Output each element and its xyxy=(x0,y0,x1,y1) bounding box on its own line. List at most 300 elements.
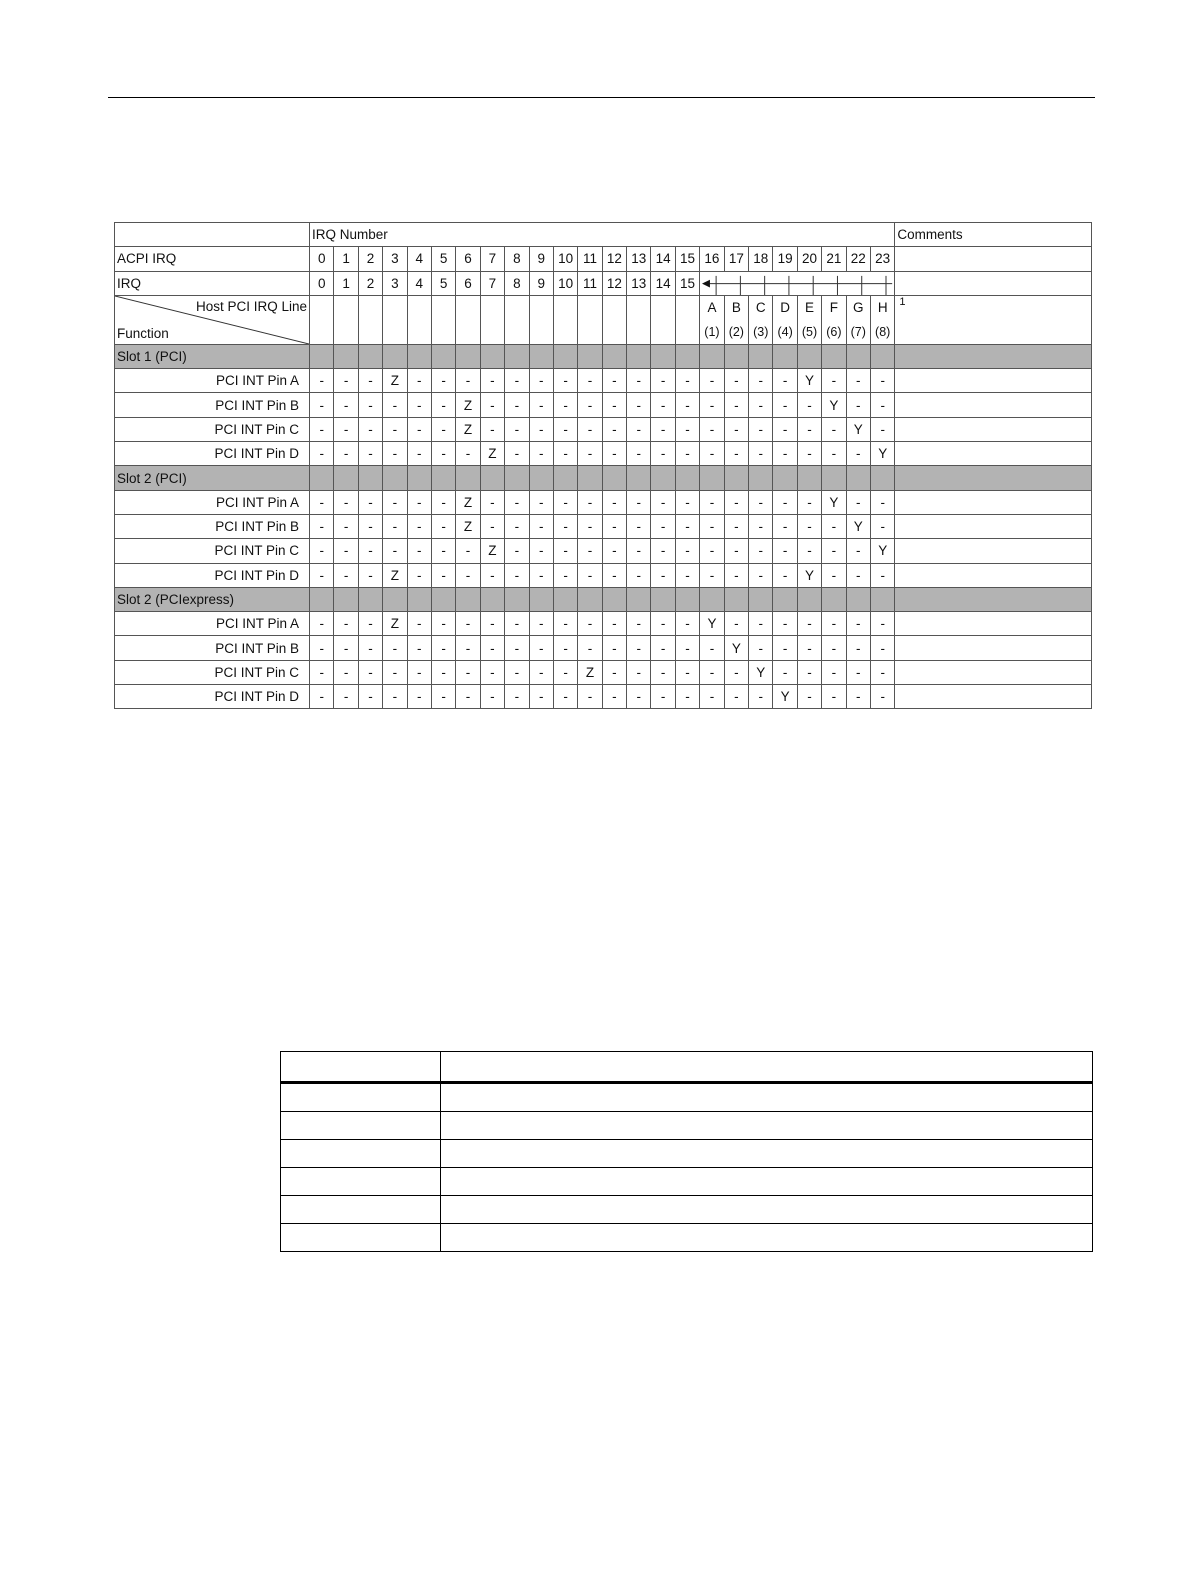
irq-mapping-cell: - xyxy=(724,539,748,563)
irq-mapping-cell: - xyxy=(797,514,821,538)
slot-fill-cell xyxy=(675,587,699,611)
slot-fill-cell xyxy=(553,466,577,490)
irq-mapping-cell: - xyxy=(529,514,553,538)
irq-mapping-cell: - xyxy=(822,417,846,441)
irq-mapping-cell: - xyxy=(822,685,846,709)
irq-mapping-cell: - xyxy=(407,514,431,538)
irq-mapping-cell: - xyxy=(724,612,748,636)
slot-header-row xyxy=(115,587,1092,611)
irq-mapping-cell: Z xyxy=(383,612,407,636)
irq-mapping-cell: - xyxy=(675,563,699,587)
slot-fill-cell xyxy=(505,587,529,611)
legend-cell xyxy=(441,1224,1093,1252)
irq-mapping-cell: - xyxy=(578,539,602,563)
irq-mapping-cell: - xyxy=(797,417,821,441)
irq-mapping-cell: - xyxy=(651,660,675,684)
acpi-irq-value: 10 xyxy=(553,247,577,271)
irq-mapping-cell: - xyxy=(749,490,773,514)
slot-fill-cell xyxy=(895,344,1091,368)
irq-value: 10 xyxy=(553,271,577,295)
slot-fill-cell xyxy=(529,466,553,490)
slot-fill-cell xyxy=(895,466,1091,490)
irq-mapping-cell: - xyxy=(773,612,797,636)
irq-mapping-cell: - xyxy=(431,660,455,684)
slot-header-row xyxy=(115,344,1092,368)
acpi-irq-value: 22 xyxy=(846,247,870,271)
legend-row xyxy=(281,1140,1093,1168)
irq-mapping-cell: - xyxy=(846,563,870,587)
irq-mapping-cell: Y xyxy=(846,514,870,538)
irq-mapping-cell: - xyxy=(358,417,382,441)
irq-mapping-cell: - xyxy=(456,660,480,684)
irq-mapping-cell: - xyxy=(773,442,797,466)
irq-value: 0 xyxy=(310,271,334,295)
irq-mapping-cell: - xyxy=(602,490,626,514)
irq-mapping-cell: - xyxy=(700,393,724,417)
host-line-number: (1) xyxy=(704,324,720,339)
host-line-cell xyxy=(724,295,748,344)
irq-mapping-cell: Z xyxy=(456,417,480,441)
slot-fill-cell xyxy=(602,344,626,368)
pin-label: PCI INT Pin A xyxy=(115,490,310,514)
acpi-irq-value: 4 xyxy=(407,247,431,271)
irq-value: 14 xyxy=(651,271,675,295)
irq-mapping-cell: - xyxy=(407,442,431,466)
legend-cell xyxy=(441,1196,1093,1224)
irq-mapping-cell: - xyxy=(651,514,675,538)
irq-mapping-cell: Y xyxy=(749,660,773,684)
irq-mapping-cell: - xyxy=(505,539,529,563)
irq-mapping-cell: - xyxy=(627,539,651,563)
irq-mapping-cell: - xyxy=(627,490,651,514)
acpi-irq-value: 6 xyxy=(456,247,480,271)
legend-cell xyxy=(281,1112,441,1140)
slot-fill-cell xyxy=(480,587,504,611)
irq-mapping-cell: - xyxy=(407,685,431,709)
comment-cell xyxy=(895,271,1091,295)
irq-mapping-cell: - xyxy=(627,685,651,709)
irq-mapping-cell: - xyxy=(724,685,748,709)
irq-mapping-cell: - xyxy=(505,563,529,587)
irq-mapping-cell: - xyxy=(407,636,431,660)
irq-mapping-cell: - xyxy=(675,490,699,514)
irq-mapping-cell: - xyxy=(627,417,651,441)
slot-fill-cell xyxy=(310,587,334,611)
irq-mapping-cell: - xyxy=(431,685,455,709)
irq-row xyxy=(115,271,1092,295)
irq-mapping-cell: Z xyxy=(383,563,407,587)
slot-fill-cell xyxy=(602,466,626,490)
irq-mapping-cell: - xyxy=(529,660,553,684)
empty-cell xyxy=(310,295,334,344)
slot-header-row xyxy=(115,466,1092,490)
routing-arrow-icon xyxy=(700,272,894,295)
pin-label: PCI INT Pin B xyxy=(115,514,310,538)
irq-mapping-cell: - xyxy=(431,417,455,441)
irq-assignment-table xyxy=(114,222,1092,709)
acpi-irq-value: 14 xyxy=(651,247,675,271)
irq-mapping-cell: - xyxy=(700,660,724,684)
irq-mapping-cell: - xyxy=(870,393,894,417)
irq-mapping-cell: - xyxy=(651,685,675,709)
slot-fill-cell xyxy=(480,466,504,490)
irq-mapping-cell: - xyxy=(870,417,894,441)
irq-mapping-cell: - xyxy=(822,636,846,660)
comment-cell xyxy=(895,636,1091,660)
slot-fill-cell xyxy=(358,344,382,368)
irq-mapping-cell: - xyxy=(553,514,577,538)
slot-fill-cell xyxy=(334,466,358,490)
irq-mapping-cell: - xyxy=(602,369,626,393)
irq-mapping-cell: - xyxy=(602,612,626,636)
irq-number-header: IRQ Number xyxy=(310,223,895,247)
irq-mapping-cell: - xyxy=(334,539,358,563)
slot-fill-cell xyxy=(822,587,846,611)
irq-mapping-cell: - xyxy=(822,660,846,684)
irq-mapping-cell: - xyxy=(529,685,553,709)
irq-mapping-cell: - xyxy=(358,636,382,660)
comment-cell xyxy=(895,685,1091,709)
irq-mapping-cell: - xyxy=(700,417,724,441)
irq-mapping-cell: - xyxy=(846,636,870,660)
irq-mapping-cell: Y xyxy=(822,490,846,514)
irq-mapping-cell: - xyxy=(383,393,407,417)
irq-mapping-cell: - xyxy=(578,563,602,587)
acpi-irq-value: 5 xyxy=(431,247,455,271)
irq-mapping-cell: - xyxy=(675,393,699,417)
irq-mapping-cell: Y xyxy=(773,685,797,709)
slot-fill-cell xyxy=(797,344,821,368)
comment-cell xyxy=(895,563,1091,587)
irq-mapping-cell: - xyxy=(431,442,455,466)
irq-mapping-cell: - xyxy=(675,636,699,660)
host-line-letter: F xyxy=(829,299,839,315)
irq-mapping-cell: - xyxy=(578,514,602,538)
slot-name: Slot 1 (PCI) xyxy=(115,344,310,368)
irq-mapping-cell: - xyxy=(870,612,894,636)
slot-name: Slot 2 (PCIexpress) xyxy=(115,587,310,611)
irq-mapping-cell: - xyxy=(505,417,529,441)
legend-row xyxy=(281,1083,1093,1112)
irq-mapping-cell: - xyxy=(578,442,602,466)
host-pci-row xyxy=(115,295,1092,344)
acpi-irq-label: ACPI IRQ xyxy=(115,247,310,271)
irq-mapping-cell: - xyxy=(724,490,748,514)
irq-mapping-cell: - xyxy=(310,563,334,587)
irq-mapping-cell: - xyxy=(505,660,529,684)
pin-row xyxy=(115,490,1092,514)
irq-mapping-cell: - xyxy=(358,563,382,587)
slot-fill-cell xyxy=(724,344,748,368)
irq-value: 5 xyxy=(431,271,455,295)
legend-cell xyxy=(441,1083,1093,1112)
slot-fill-cell xyxy=(749,466,773,490)
irq-mapping-cell: - xyxy=(334,660,358,684)
slot-fill-cell xyxy=(797,587,821,611)
irq-mapping-cell: - xyxy=(675,539,699,563)
irq-value: 13 xyxy=(627,271,651,295)
irq-mapping-cell: - xyxy=(749,636,773,660)
acpi-irq-value: 23 xyxy=(870,247,894,271)
slot-fill-cell xyxy=(724,587,748,611)
acpi-irq-value: 11 xyxy=(578,247,602,271)
host-line-letter: B xyxy=(731,299,741,315)
irq-mapping-cell: - xyxy=(456,685,480,709)
irq-mapping-cell: - xyxy=(334,612,358,636)
irq-mapping-cell: - xyxy=(334,563,358,587)
irq-value: 9 xyxy=(529,271,553,295)
host-line-cell xyxy=(870,295,894,344)
slot-fill-cell xyxy=(505,344,529,368)
irq-mapping-cell: - xyxy=(310,442,334,466)
comment-cell xyxy=(895,442,1091,466)
irq-mapping-cell: - xyxy=(773,563,797,587)
irq-mapping-cell: - xyxy=(651,636,675,660)
empty-cell xyxy=(407,295,431,344)
irq-mapping-cell: - xyxy=(627,660,651,684)
irq-mapping-cell: - xyxy=(431,490,455,514)
irq-mapping-cell: - xyxy=(407,539,431,563)
slot-fill-cell xyxy=(407,466,431,490)
irq-mapping-cell: - xyxy=(358,514,382,538)
legend-row xyxy=(281,1196,1093,1224)
irq-mapping-cell: - xyxy=(651,417,675,441)
irq-mapping-cell: - xyxy=(870,563,894,587)
irq-mapping-cell: - xyxy=(431,612,455,636)
acpi-irq-value: 15 xyxy=(675,247,699,271)
acpi-irq-value: 20 xyxy=(797,247,821,271)
irq-mapping-cell: - xyxy=(529,636,553,660)
legend-cell xyxy=(281,1196,441,1224)
irq-mapping-cell: - xyxy=(505,369,529,393)
irq-mapping-cell: Z xyxy=(480,539,504,563)
irq-mapping-cell: - xyxy=(602,393,626,417)
host-line-number: (7) xyxy=(850,324,866,339)
irq-mapping-cell: - xyxy=(310,660,334,684)
pin-label: PCI INT Pin C xyxy=(115,539,310,563)
irq-mapping-cell: - xyxy=(553,393,577,417)
irq-mapping-cell: - xyxy=(553,539,577,563)
irq-mapping-cell: - xyxy=(651,612,675,636)
irq-mapping-cell: - xyxy=(358,612,382,636)
slot-fill-cell xyxy=(310,466,334,490)
irq-mapping-cell: - xyxy=(553,685,577,709)
irq-mapping-cell: - xyxy=(407,393,431,417)
irq-mapping-cell: - xyxy=(749,563,773,587)
pin-row xyxy=(115,636,1092,660)
irq-mapping-cell: - xyxy=(358,685,382,709)
irq-mapping-cell: - xyxy=(334,514,358,538)
slot-fill-cell xyxy=(627,344,651,368)
irq-mapping-cell: - xyxy=(749,685,773,709)
irq-mapping-cell: - xyxy=(529,612,553,636)
irq-mapping-cell: - xyxy=(700,442,724,466)
irq-mapping-cell: - xyxy=(383,539,407,563)
slot-fill-cell xyxy=(310,344,334,368)
irq-mapping-cell: - xyxy=(480,685,504,709)
acpi-irq-value: 13 xyxy=(627,247,651,271)
irq-mapping-cell: - xyxy=(651,393,675,417)
pin-row xyxy=(115,393,1092,417)
pin-label: PCI INT Pin D xyxy=(115,442,310,466)
irq-mapping-cell: Z xyxy=(383,369,407,393)
irq-mapping-cell: - xyxy=(456,612,480,636)
host-line-cell xyxy=(846,295,870,344)
slot-fill-cell xyxy=(724,466,748,490)
acpi-irq-value: 1 xyxy=(334,247,358,271)
slot-fill-cell xyxy=(822,344,846,368)
irq-mapping-cell: - xyxy=(822,442,846,466)
irq-mapping-cell: Y xyxy=(870,442,894,466)
irq-value: 15 xyxy=(675,271,699,295)
irq-mapping-cell: - xyxy=(310,417,334,441)
irq-mapping-cell: - xyxy=(651,563,675,587)
comment-cell xyxy=(895,660,1091,684)
irq-mapping-cell: - xyxy=(627,612,651,636)
slot-fill-cell xyxy=(846,466,870,490)
slot-fill-cell xyxy=(700,466,724,490)
slot-fill-cell xyxy=(383,466,407,490)
irq-mapping-cell: - xyxy=(578,636,602,660)
comment-cell xyxy=(895,393,1091,417)
empty-cell xyxy=(358,295,382,344)
pin-label: PCI INT Pin B xyxy=(115,636,310,660)
irq-mapping-cell: - xyxy=(480,393,504,417)
pin-row xyxy=(115,563,1092,587)
pin-label: PCI INT Pin C xyxy=(115,660,310,684)
comment-cell xyxy=(895,417,1091,441)
irq-mapping-cell: - xyxy=(310,539,334,563)
irq-mapping-cell: - xyxy=(553,660,577,684)
irq-mapping-cell: - xyxy=(407,563,431,587)
irq-mapping-cell: - xyxy=(870,636,894,660)
irq-mapping-cell: - xyxy=(675,514,699,538)
irq-mapping-cell: - xyxy=(627,369,651,393)
acpi-irq-value: 21 xyxy=(822,247,846,271)
irq-mapping-cell: - xyxy=(529,563,553,587)
empty-cell xyxy=(627,295,651,344)
irq-mapping-cell: - xyxy=(358,369,382,393)
host-pci-label: Host PCI IRQ Line xyxy=(195,298,307,314)
irq-mapping-cell: - xyxy=(724,660,748,684)
legend-cell xyxy=(281,1052,441,1083)
irq-mapping-cell: - xyxy=(602,417,626,441)
pin-label: PCI INT Pin C xyxy=(115,417,310,441)
acpi-irq-value: 2 xyxy=(358,247,382,271)
irq-value: 3 xyxy=(383,271,407,295)
comments-header: Comments xyxy=(895,223,1091,247)
irq-mapping-cell: - xyxy=(505,612,529,636)
irq-mapping-cell: - xyxy=(724,563,748,587)
irq-mapping-cell: Z xyxy=(578,660,602,684)
irq-mapping-cell: - xyxy=(431,393,455,417)
slot-fill-cell xyxy=(749,344,773,368)
irq-mapping-cell: - xyxy=(846,442,870,466)
legend-row xyxy=(281,1224,1093,1252)
empty-cell xyxy=(334,295,358,344)
irq-mapping-cell: - xyxy=(358,660,382,684)
slot-fill-cell xyxy=(675,466,699,490)
pin-label: PCI INT Pin A xyxy=(115,612,310,636)
legend-header-row xyxy=(281,1052,1093,1083)
slot-fill-cell xyxy=(358,587,382,611)
irq-mapping-cell: - xyxy=(431,636,455,660)
irq-mapping-cell: - xyxy=(651,539,675,563)
empty-cell xyxy=(383,295,407,344)
slot-fill-cell xyxy=(553,344,577,368)
header-rule xyxy=(108,97,1095,98)
irq-mapping-cell: - xyxy=(846,685,870,709)
comment-cell xyxy=(895,369,1091,393)
irq-mapping-cell: - xyxy=(602,563,626,587)
slot-fill-cell xyxy=(407,344,431,368)
irq-mapping-cell: - xyxy=(553,490,577,514)
irq-mapping-cell: - xyxy=(505,685,529,709)
irq-mapping-cell: - xyxy=(749,612,773,636)
irq-mapping-cell: - xyxy=(529,393,553,417)
irq-mapping-cell: - xyxy=(724,369,748,393)
irq-mapping-cell: - xyxy=(797,393,821,417)
empty-cell xyxy=(431,295,455,344)
slot-fill-cell xyxy=(627,587,651,611)
host-line-letter: E xyxy=(805,299,815,315)
slot-fill-cell xyxy=(358,466,382,490)
slot-fill-cell xyxy=(383,587,407,611)
irq-value: 11 xyxy=(578,271,602,295)
slot-fill-cell xyxy=(822,466,846,490)
irq-mapping-cell: Z xyxy=(480,442,504,466)
pin-row xyxy=(115,539,1092,563)
irq-mapping-cell: - xyxy=(700,539,724,563)
irq-mapping-cell: - xyxy=(334,369,358,393)
host-line-letter: A xyxy=(707,299,717,315)
irq-mapping-cell: - xyxy=(529,417,553,441)
irq-mapping-cell: - xyxy=(846,490,870,514)
irq-mapping-cell: - xyxy=(578,685,602,709)
irq-mapping-cell: Y xyxy=(797,369,821,393)
irq-mapping-cell: - xyxy=(505,636,529,660)
irq-mapping-cell: - xyxy=(407,369,431,393)
slot-fill-cell xyxy=(749,587,773,611)
irq-mapping-cell: - xyxy=(383,660,407,684)
pin-label: PCI INT Pin A xyxy=(115,369,310,393)
irq-mapping-cell: - xyxy=(700,563,724,587)
irq-mapping-cell: - xyxy=(553,417,577,441)
irq-mapping-cell: - xyxy=(334,417,358,441)
irq-mapping-cell: - xyxy=(749,369,773,393)
pin-label: PCI INT Pin D xyxy=(115,685,310,709)
host-line-cell xyxy=(749,295,773,344)
irq-mapping-cell: - xyxy=(700,369,724,393)
slot-fill-cell xyxy=(578,587,602,611)
irq-mapping-cell: - xyxy=(822,539,846,563)
irq-mapping-cell: - xyxy=(407,612,431,636)
irq-mapping-cell: - xyxy=(383,417,407,441)
irq-mapping-cell: - xyxy=(627,393,651,417)
irq-mapping-cell: - xyxy=(822,369,846,393)
acpi-irq-value: 16 xyxy=(700,247,724,271)
irq-mapping-cell: - xyxy=(310,685,334,709)
slot-fill-cell xyxy=(700,587,724,611)
irq-mapping-cell: - xyxy=(431,369,455,393)
host-line-cell xyxy=(773,295,797,344)
irq-mapping-cell: - xyxy=(480,612,504,636)
irq-mapping-cell: - xyxy=(651,490,675,514)
irq-mapping-cell: - xyxy=(773,514,797,538)
acpi-irq-row xyxy=(115,247,1092,271)
irq-mapping-cell: - xyxy=(578,612,602,636)
acpi-irq-value: 9 xyxy=(529,247,553,271)
